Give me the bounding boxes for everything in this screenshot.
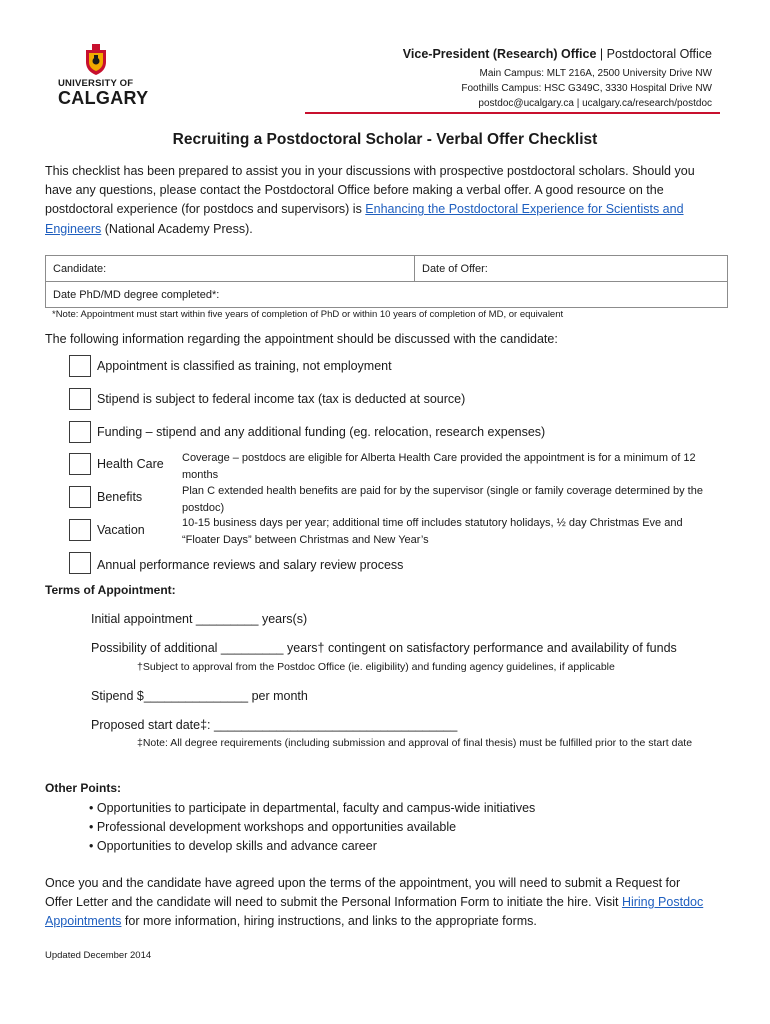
checkbox-benefits-label: Benefits xyxy=(97,490,143,504)
intro-text-end: (National Academy Press). xyxy=(101,221,253,236)
list-item: • Opportunities to develop skills and advance career xyxy=(89,839,377,853)
logo-text-line2: CALGARY xyxy=(58,88,149,108)
health-care-description: Coverage – postdocs are eligible for Alberta Health Care provided the appointment is for a minimum of 12 months xyxy=(182,452,696,481)
checkbox-health-care[interactable] xyxy=(69,453,91,475)
start-date-note: ‡Note: All degree requirements (including submission and approval of final thesis) must be fulfilled prior to the start date xyxy=(137,737,693,749)
office-header xyxy=(403,47,712,111)
additional-years-note: †Subject to approval from the Postdoc Office (ie. eligibility) and funding agency guidelines, if applicable xyxy=(137,661,615,673)
candidate-info-table xyxy=(45,255,728,308)
nap-resource-link[interactable]: Enhancing the Postdoctoral Experience for Scientists and Engineers xyxy=(45,202,684,236)
other-points-heading: Other Points: xyxy=(45,781,122,795)
checkbox-tax[interactable] xyxy=(69,388,91,410)
list-item: • Opportunities to participate in departmental, faculty and campus-wide initiatives xyxy=(89,801,536,815)
date-of-offer-field[interactable] xyxy=(415,256,728,282)
contact-info: postdoc@ucalgary.ca | ucalgary.ca/research/postdoc xyxy=(478,98,712,109)
header-divider xyxy=(305,112,720,114)
checkbox-funding[interactable] xyxy=(69,421,91,443)
stipend-line: Stipend $_______________ per month xyxy=(91,689,308,703)
closing-paragraph xyxy=(45,874,710,932)
office-sub: Postdoctoral Office xyxy=(606,47,712,61)
foothills-campus-address: Foothills Campus: HSC G349C, 3330 Hospital Drive NW xyxy=(461,83,712,94)
office-separator: | xyxy=(596,47,607,61)
checkbox-health-care-label: Health Care xyxy=(97,457,164,471)
checkbox-reviews-label: Annual performance reviews and salary review process xyxy=(97,558,404,572)
appointment-note: *Note: Appointment must start within five years of completion of PhD or within 10 years of completion of MD, or equivalent xyxy=(52,309,564,320)
page-title: Recruiting a Postdoctoral Scholar - Verbal Offer Checklist xyxy=(172,131,598,148)
checkbox-tax-label: Stipend is subject to federal income tax (tax is deducted at source) xyxy=(97,392,466,406)
start-date-line: Proposed start date‡: ___________________________________ xyxy=(91,718,458,732)
intro-paragraph xyxy=(45,162,705,239)
candidate-field[interactable] xyxy=(46,256,415,282)
university-logo xyxy=(58,44,149,108)
checkbox-funding-label: Funding – stipend and any additional funding (eg. relocation, research expenses) xyxy=(97,425,546,439)
checklist-intro: The following information regarding the appointment should be discussed with the candidate: xyxy=(45,332,558,346)
checkbox-benefits[interactable] xyxy=(69,486,91,508)
benefits-description: Plan C extended health benefits are paid for by the supervisor (single or family coverage determined by the postdoc) xyxy=(182,485,703,514)
degree-date-field[interactable] xyxy=(46,282,728,308)
checkbox-vacation[interactable] xyxy=(69,519,91,541)
date-of-offer-label: Date of Offer: xyxy=(422,262,488,275)
degree-date-label: Date PhD/MD degree completed*: xyxy=(53,288,220,301)
office-bold: Vice-President (Research) Office xyxy=(402,47,597,61)
other-points-list xyxy=(89,799,535,856)
terms-heading: Terms of Appointment: xyxy=(45,583,176,597)
hiring-postdoc-link[interactable]: Hiring Postdoc Appointments xyxy=(45,895,704,929)
updated-date: Updated December 2014 xyxy=(45,950,152,961)
checkbox-reviews[interactable] xyxy=(69,552,91,574)
additional-years-line: Possibility of additional _________ years† contingent on satisfactory performance and availability of funds xyxy=(91,641,677,655)
crest-icon xyxy=(84,44,108,76)
main-campus-address: Main Campus: MLT 216A, 2500 University Drive NW xyxy=(479,68,712,79)
checkbox-training-label: Appointment is classified as training, not employment xyxy=(97,359,392,373)
candidate-label: Candidate: xyxy=(53,262,107,275)
list-item: • Professional development workshops and opportunities available xyxy=(89,820,457,834)
office-title xyxy=(403,47,712,61)
checkbox-vacation-label: Vacation xyxy=(97,523,145,537)
closing-text-end: for more information, hiring instructions, and links to the appropriate forms. xyxy=(121,914,537,929)
checkbox-training[interactable] xyxy=(69,355,91,377)
intro-text: This checklist has been prepared to assist you in your discussions with prospective postdoctoral scholars. Should you have any questions, please contact the Postdoctoral Office before making a verbal offer. A good resource on the postdoctoral experience (for postdocs and supervisors) is xyxy=(45,164,695,217)
closing-text: Once you and the candidate have agreed upon the terms of the appointment, you will need to submit a Request for Offer Letter and the candidate will need to submit the Personal Information Form to initiate the hire. Visit xyxy=(45,876,681,910)
vacation-description: 10-15 business days per year; additional time off includes statutory holidays, ½ day Christmas Eve and “Floater Days” between Christmas and New Year’s xyxy=(182,517,683,546)
logo-text-line1: UNIVERSITY OF xyxy=(58,78,134,89)
initial-appointment-line: Initial appointment _________ years(s) xyxy=(91,612,308,626)
